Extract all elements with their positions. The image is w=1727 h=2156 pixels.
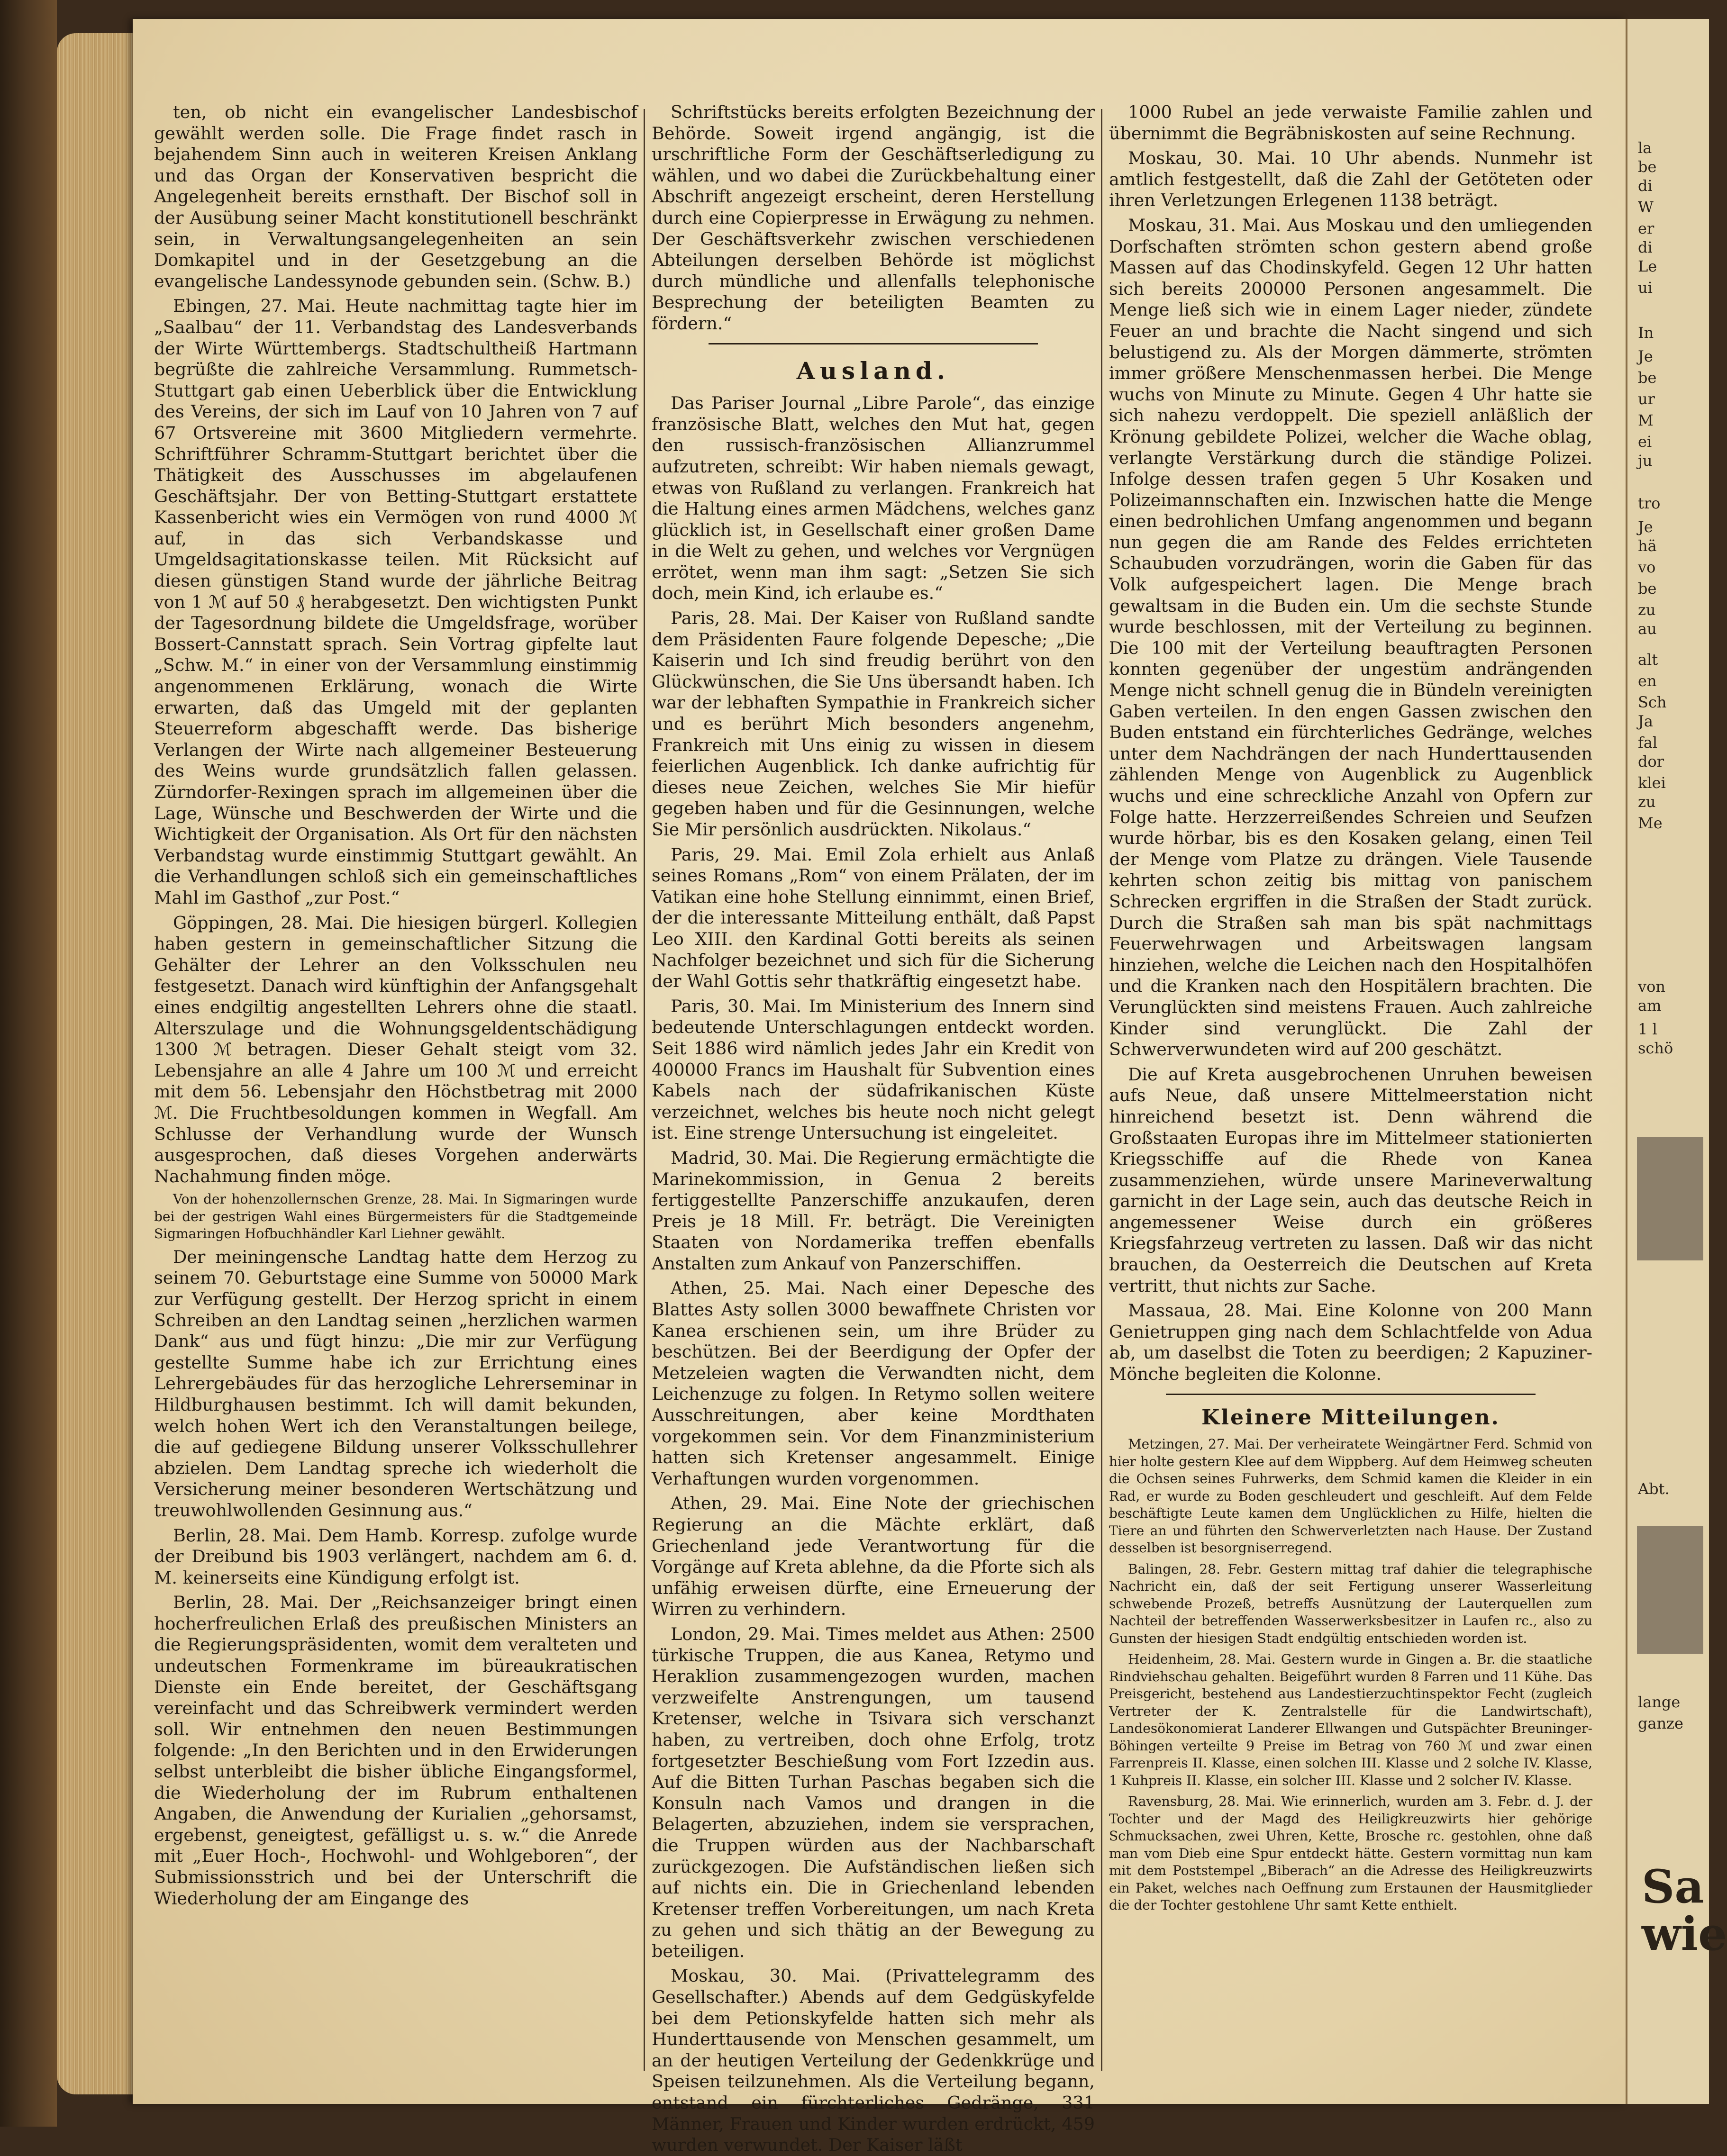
right-page-text-fragment: hä	[1638, 537, 1657, 555]
column-2	[652, 102, 1095, 2156]
article-paragraph: Schriftstücks bereits erfolgten Bezeichnung der Behörde. Soweit irgend angängig, ist die urschriftliche Form der Geschäftserledigung zu wählen, und wo dabei die Zurückbehaltung einer Abschrift angezeigt erscheint, deren Herstellung durch eine Copierpresse in Erwägung zu nehmen. Der Geschäftsverkehr zwischen verschiedenen Abteilungen derselben Behörde ist möglichst durch mündliche und allenfalls telephonische Besprechung der beteiligten Beamten zu fördern.“	[652, 102, 1095, 334]
right-page-text-fragment: tro	[1638, 494, 1661, 512]
article-paragraph: Paris, 30. Mai. Im Ministerium des Innern sind bedeutende Unterschlagungen entdeckt worden. Seit 1886 wird nämlich jedes Jahr ein Kredit von 400000 Francs im Haushalt für Subvention eines Kabels nach der südafrikanischen Küste verzeichnet, welches bis heute noch nicht gelegt ist. Eine strenge Untersuchung ist eingeleitet.	[652, 996, 1095, 1143]
adjacent-page-fragment	[1626, 19, 1727, 2104]
right-page-text-fragment: er	[1638, 219, 1654, 237]
article-paragraph: Der meiningensche Landtag hatte dem Herzog zu seinem 70. Geburtstage eine Summe von 50000 Mark zur Verfügung gestellt. Der Herzog spricht in einem Schreiben an den Landtag seinen „herzlichen warmen Dank“ aus und fügt hinzu: „Die mir zur Verfügung gestellte Summe habe ich zur Errichtung eines Lehrergebäudes für das herzogliche Lehrerseminar in Hildburghausen bestimmt. Ich will damit bekunden, welch hohen Wert ich den Veranstaltungen beilege, die auf gediegene Bildung unserer Volksschullehrer abzielen. Dem Landtag spreche ich wiederholt die Versicherung meiner besonderen Wertschätzung und treuwohlwollenden Gesinnung aus.“	[154, 1246, 637, 1521]
right-page-text-fragment: klei	[1638, 774, 1666, 792]
right-page-text-fragment: zu	[1638, 793, 1656, 811]
page-edges	[57, 33, 137, 2094]
article-paragraph: Balingen, 28. Febr. Gestern mittag traf dahier die telegraphische Nachricht ein, daß der seit Fertigung unserer Wasserleitung schwebende Prozeß, betreffs Ausnützung der Lauterquellen zum Nachteil der betreffenden Wasserwerksbesitzer in Laufen rc., also zu Gunsten der hiesigen Stadt endgültig entschieden worden ist.	[1109, 1561, 1592, 1646]
article-paragraph: Athen, 25. Mai. Nach einer Depesche des Blattes Asty sollen 3000 bewaffnete Christen vor Kanea erschienen sein, um ihre Brüder zu beschützen. Bei der Beerdigung der Opfer der Metzeleien wagten die Verwandten nicht, dem Leichenzuge zu folgen. In Retymo sollen weitere Ausschreitungen, aber keine Mordthaten vorgekommen sein. Vor dem Finanzministerium hatten sich Kretenser angesammelt. Einige Verhaftungen wurden vorgenommen.	[652, 1278, 1095, 1489]
right-page-text-fragment: Le	[1638, 257, 1657, 275]
article-paragraph: Die auf Kreta ausgebrochenen Unruhen beweisen aufs Neue, daß unsere Mittelmeerstation nicht hinreichend besetzt ist. Denn während die Großstaaten Europas ihre im Mittelmeer stationierten Kriegsschiffe auf die Rhede von Kanea zusammenziehen, würde unsere Marineverwaltung garnicht in der Lage sein, auch das deutsche Reich in angemessener Weise durch ein größeres Kriegsfahrzeug vertreten zu lassen. Daß wir das nicht brauchen, da Oesterreich die Deutschen auf Kreta vertritt, thut nichts zur Sache.	[1109, 1064, 1592, 1296]
article-paragraph: Paris, 29. Mai. Emil Zola erhielt aus Anlaß seines Romans „Rom“ von einem Prälaten, der im Vatikan eine hohe Stellung einnimmt, einen Brief, der die interessante Mitteilung enthält, daß Papst Leo XIII. den Kardinal Gotti bereits als seinen Nachfolger bezeichnet und sich für die Sicherung der Wahl Gottis sehr thatkräftig eingesetzt habe.	[652, 844, 1095, 992]
right-page-text-fragment: en	[1638, 672, 1657, 690]
article-paragraph: Göppingen, 28. Mai. Die hiesigen bürgerl. Kollegien haben gestern in gemeinschaftlicher Sitzung die Gehälter der Lehrer an den Volksschulen neu festgesetzt. Danach wird künftighin der Anfangsgehalt eines endgiltig angestellten Lehrers ohne die staatl. Alterszulage und die Wohnungsgeldentschädigung 1300 ℳ betragen. Dieser Gehalt steigt vom 32. Lebensjahre an alle 4 Jahre um 100 ℳ und erreicht mit dem 56. Lebensjahr den Höchstbetrag mit 2000 ℳ. Die Fruchtbesoldungen kommen in Wegfall. Am Schlusse der Verhandlung wurde der Wunsch ausgesprochen, daß dieses Vorgehen anderwärts Nachahmung finden möge.	[154, 912, 637, 1187]
book-binding	[0, 0, 57, 2127]
article-paragraph: Moskau, 30. Mai. 10 Uhr abends. Nunmehr ist amtlich festgestellt, daß die Zahl der Getöteten oder ihren Verletzungen Erlegenen 1138 beträgt.	[1109, 148, 1592, 211]
right-page-text-fragment: ju	[1638, 452, 1653, 470]
engraving-image	[1637, 1137, 1703, 1260]
column-3	[1109, 102, 1592, 2073]
right-page-text-fragment: dor	[1638, 752, 1664, 770]
right-page-text-fragment: Sch	[1638, 693, 1667, 711]
engraving-image	[1637, 1526, 1703, 1654]
right-page-text-fragment: ur	[1638, 390, 1655, 408]
column-1	[154, 102, 637, 2073]
right-page-text-fragment: Sa	[1642, 1860, 1704, 1913]
article-paragraph: Athen, 29. Mai. Eine Note der griechischen Regierung an die Mächte erklärt, daß Griechenland jede Verantwortung für die Vorgänge auf Kreta ablehne, da die Pforte sich als unfähig erweisen dürfte, eine Erneuerung der Wirren zu verhindern.	[652, 1493, 1095, 1620]
right-page-text-fragment: von	[1638, 978, 1665, 996]
right-page-text-fragment: Je	[1638, 347, 1653, 365]
right-page-text-fragment: Abt.	[1638, 1480, 1670, 1498]
right-page-text-fragment: W	[1638, 198, 1654, 216]
article-paragraph: Das Pariser Journal „Libre Parole“, das einzige französische Blatt, welches den Mut hat, gegen den russisch-französischen Allianzrummel aufzutreten, schreibt: Wir haben niemals gewagt, etwas von Rußland zu verlangen. Frankreich hat die Haltung eines armen Mädchens, welches ganz glücklich ist, in Gesellschaft einer großen Dame in die Welt zu gehen, und welches vor Vergnügen errötet, wenn man ihm sagt: „Setzen Sie sich doch, mein Kind, ich erlaube es.“	[652, 393, 1095, 604]
right-page-text-fragment: Ja	[1638, 712, 1653, 730]
article-paragraph: Ravensburg, 28. Mai. Wie erinnerlich, wurden am 3. Febr. d. J. der Tochter und der Magd des Heiligkreuzwirts hier gehörige Schmucksachen, zwei Uhren, Kette, Brosche rc. gestohlen, ohne daß man vom Dieb eine Spur entdeckt hätte. Gestern vormittag nun kam mit dem Poststempel „Biberach“ an die Adresse des Heiligkreuzwirts ein Paket, welches nach Oeffnung zum Erstaunen der Hausmitglieder die der Tochter gestohlene Uhr samt Kette enthielt.	[1109, 1794, 1592, 1913]
right-page-text-fragment: ui	[1638, 279, 1653, 297]
right-page-text-fragment: 1 l	[1638, 1020, 1657, 1038]
article-paragraph: Ebingen, 27. Mai. Heute nachmittag tagte hier im „Saalbau“ der 11. Verbandstag des Landesverbands der Wirte Württembergs. Stadtschultheiß Hartmann begrüßte die zahlreiche Versammlung. Rummetsch-Stuttgart gab einen Ueberblick über die Entwicklung des Vereins, der sich im Lauf von 10 Jahren von 7 auf 67 Ortsvereine mit 3600 Mitgliedern vermehrte. Schriftführer Schramm-Stuttgart berichtet über die Thätigkeit des Ausschusses im abgelaufenen Geschäftsjahr. Der von Betting-Stuttgart erstattete Kassenbericht wies ein Vermögen von rund 4000 ℳ auf, in das sich Verbandskasse und Umgeldsagitationskasse teilen. Mit Rücksicht auf diesen günstigen Stand wurde der jährliche Beitrag von 1 ℳ auf 50 ₰ herabgesetzt. Den wichtigsten Punkt der Tagesordnung bildete die Umgeldsfrage, worüber Bossert-Cannstatt sprach. Sein Vortrag gipfelte laut „Schw. M.“ in einer von der Versammlung einstimmig angenommenen Erklärung, wonach die Wirte erwarten, daß das Umgeld mit der geplanten Steuerreform abgeschafft werde. Das bisherige Verlangen der Wirte nach allgemeiner Besteuerung des Weins wurde grundsätzlich fallen gelassen. Zürndorfer-Rexingen sprach im allgemeinen über die Lage, Wünsche und Beschwerden der Wirte und die Wichtigkeit der Organisation. Als Ort für den nächsten Verbandstag wurde einstimmig Stuttgart gewählt. An die Verhandlungen schloß sich ein gemeinschaftliches Mahl im Gasthof „zur Post.“	[154, 296, 637, 908]
right-page-text-fragment: ei	[1638, 433, 1652, 451]
right-page-text-fragment: zu	[1638, 601, 1656, 619]
article-paragraph: Metzingen, 27. Mai. Der verheiratete Weingärtner Ferd. Schmid von hier holte gestern Klee auf dem Wippberg. Auf dem Heimweg scheuten die Ochsen seines Fuhrwerks, dem Schmid kamen die Kleider in ein Rad, er wurde zu Boden geschleudert und geschleift. Auf dem Felde beschäftigte Leute kamen dem Unglücklichen zu Hilfe, hielten die Tiere an und führten den Schwerverletzten nach Hause. Der Zustand desselben ist besorgniserregend.	[1109, 1436, 1592, 1556]
article-paragraph: Berlin, 28. Mai. Der „Reichsanzeiger bringt einen hocherfreulichen Erlaß des preußischen Ministers an die Regierungspräsidenten, womit dem veralteten und undeutschen Formenkrame im büreaukratischen Dienste ein Ende bereitet, der Geschäftsgang vereinfacht und das Schreibwerk vermindert werden soll. Wir entnehmen den neuen Bestimmungen folgende: „In den Berichten und in den Erwiderungen selbst unterbleibt die bisher übliche Eingangsformel, die Wiederholung der im Rubrum enthaltenen Angaben, die Anwendung der Kurialien „gehorsamst, ergebenst, geneigtest, gefälligst u. s. w.“ die Anrede mit „Euer Hoch-, Hochwohl- und Wohlgeboren“, der Submissionsstrich und bei der Unterschrift die Wiederholung der am Eingange des	[154, 1592, 637, 1909]
article-paragraph: Von der hohenzollernschen Grenze, 28. Mai. In Sigmaringen wurde bei der gestrigen Wahl eines Bürgermeisters für die Stadtgemeinde Sigmaringen Hofbuchhändler Karl Liehner gewählt.	[154, 1191, 637, 1242]
column-rule	[1101, 109, 1102, 2071]
article-paragraph: Moskau, 31. Mai. Aus Moskau und den umliegenden Dorfschaften strömten schon gestern abend große Massen auf das Chodinskyfeld. Gegen 12 Uhr hatten sich bereits 200000 Personen angesammelt. Die Menge ließ sich wie in einem Lager nieder, zündete Feuer an und brachte die Nacht singend und sich belustigend zu. Als der Morgen dämmerte, strömten immer größere Menschenmassen herbei. Die Menge wuchs von Minute zu Minute. Gegen 4 Uhr hatte sie sich nahezu verdoppelt. Die speziell anläßlich der Krönung gebildete Polizei, welcher die Wache oblag, verlangte Verstärkung durch die ständige Polizei. Infolge dessen trafen gegen 5 Uhr Kosaken und Polizeimannschaften ein. Inzwischen hatte die Menge einen bedrohlichen Umfang angenommen und begann nun gegen die am Rande des Feldes errichteten Schaubuden vorzudrängen, worin die Gaben für das Volk aufgespeichert lagen. Die Menge brach gewaltsam in die Buden ein. Um die sechste Stunde wurde beschlossen, mit der Verteilung zu beginnen. Die 100 mit der Verteilung beauftragten Personen konnten gegenüber der ungestüm andrängenden Menge nicht schnell genug die in Bündeln vereinigten Gaben verteilen. In den engen Gassen zwischen den Buden entstand ein fürchterliches Gedränge, welches unter dem Nachdrängen der nach Hunderttausenden zählenden Menge von Augenblick zu Augenblick wuchs und eine schreckliche Anzahl von Opfern zur Folge hatte. Herzzerreißendes Schreien und Seufzen wurde hörbar, bis es den Kosaken gelang, einen Teil der Menge vom Platze zu drängen. Viele Tausende kehrten schon zeitig bis mittag von panischem Schrecken ergriffen in die Straßen der Stadt zurück. Durch die Straßen sah man bis spät nachmittags Feuerwehrwagen und Arbeitswagen langsam hinziehen, welche die Leichen nach den Hospitalhöfen und die Kranken nach den Hospitälern brachten. Die Verunglückten sind meistens Frauen. Auch zahlreiche Kinder sind verunglückt. Die Zahl der Schwerverwundeten wird auf 200 geschätzt.	[1109, 215, 1592, 1060]
right-page-text-fragment: In	[1638, 324, 1654, 342]
right-page-text-fragment: lange	[1638, 1693, 1681, 1711]
article-paragraph: Madrid, 30. Mai. Die Regierung ermächtigte die Marinekommission, in Genua 2 bereits fertiggestellte Panzerschiffe anzukaufen, deren Preis je 18 Mill. Fr. beträgt. Die Vereinigten Staaten von Nordamerika treffen ebenfalls Anstalten zum Ankauf von Panzerschiffen.	[652, 1147, 1095, 1274]
section-divider	[1166, 1394, 1536, 1395]
article-paragraph: Paris, 28. Mai. Der Kaiser von Rußland sandte dem Präsidenten Faure folgende Depesche; „Die Kaiserin und Ich sind freudig berührt von den Glückwünschen, die Sie Uns übersandt haben. Ich war der lebhaften Sympathie in Frankreich sicher und es berührt Mich besonders angenehm, Frankreich mit Uns einig zu wissen in diesem feierlichen Augenblick. Ich danke aufrichtig für dieses neue Zeichen, welches Sie Mir hiefür gegeben haben und für die Gesinnungen, welche Sie Mir persönlich ausdrückten. Nikolaus.“	[652, 608, 1095, 840]
right-page-text-fragment: be	[1638, 369, 1657, 387]
right-page-text-fragment: schö	[1638, 1039, 1673, 1057]
right-page-text-fragment: Me	[1638, 814, 1663, 832]
article-paragraph: Berlin, 28. Mai. Dem Hamb. Korresp. zufolge wurde der Dreibund bis 1903 verlängert, nachdem am 6. d. M. keinerseits eine Kündigung erfolgt ist.	[154, 1525, 637, 1588]
right-page-text-fragment: fal	[1638, 734, 1658, 752]
article-paragraph: 1000 Rubel an jede verwaiste Familie zahlen und übernimmt die Begräbniskosten auf seine Rechnung.	[1109, 102, 1592, 144]
article-paragraph: ten, ob nicht ein evangelischer Landesbischof gewählt werden solle. Die Frage findet rasch in bejahendem Sinn auch in weiteren Kreisen Anklang und das Organ der Konservativen bespricht die Angelegenheit bereits ernsthaft. Der Bischof soll in der Ausübung seiner Macht konstitutionell beschränkt sein, in Verwaltungsangelegenheiten an sein Domkapitel und in der Gesetzgebung an die evangelische Landessynode gebunden sein. (Schw. B.)	[154, 102, 637, 291]
right-page-text-fragment: ganze	[1638, 1714, 1683, 1732]
right-page-text-fragment: alt	[1638, 651, 1658, 669]
right-page-text-fragment: au	[1638, 620, 1657, 638]
right-page-text-fragment: be	[1638, 158, 1657, 176]
article-paragraph: Massaua, 28. Mai. Eine Kolonne von 200 Mann Genietruppen ging nach dem Schlachtfelde von Adua ab, um daselbst die Toten zu beerdigen; 2 Kapuziner-Mönche begleiten die Kolonne.	[1109, 1300, 1592, 1385]
right-page-text-fragment: am	[1638, 996, 1662, 1015]
right-page-text-fragment: M	[1638, 411, 1654, 429]
right-page-text-fragment: be	[1638, 580, 1657, 598]
section-heading: Kleinere Mitteilungen.	[1201, 1405, 1500, 1430]
article-paragraph: Heidenheim, 28. Mai. Gestern wurde in Gingen a. Br. die staatliche Rindviehschau gehalten. Beigeführt wurden 8 Farren und 11 Kühe. Das Preisgericht, bestehend aus Landestierzuchtinspektor Fecht (zugleich Vertreter der K. Zentralstelle für die Landwirtschaft), Landesökonomierat Landerer Ellwangen und Gutspächter Breuninger-Böhingen verteilte 9 Preise im Betrag von 760 ℳ und zwar einen Farrenpreis II. Klasse, einen solchen III. Klasse und 2 solche IV. Klasse, 1 Kuhpreis II. Klasse, ein solcher III. Klasse und 2 solcher IV. Klasse.	[1109, 1651, 1592, 1788]
right-page-text-fragment: la	[1638, 139, 1652, 157]
right-page-text-fragment: di	[1638, 177, 1653, 195]
article-paragraph: London, 29. Mai. Times meldet aus Athen: 2500 türkische Truppen, die aus Kanea, Retymo und Heraklion zusammengezogen wurden, machen verzweifelte Anstrengungen, um tausend Kretenser, welche in Tsivara sich verschanzt haben, zu vertreiben, doch ohne Erfolg, trotz fortgesetzter Beschießung vom Fort Izzedin aus. Auf die Bitten Turhan Paschas begaben sich die Konsuln nach Vamos und drangen in die Belagerten, abzuziehen, indem sie versprachen, die Truppen würden aus der Nachbarschaft zurückgezogen. Die Aufständischen ließen sich auf nichts ein. Die in Griechenland lebenden Kretenser treffen Vorbereitungen, um nach Kreta zu gehen und sich thätig an der Bewegung zu beteiligen.	[652, 1623, 1095, 1961]
right-page-text-fragment: vo	[1638, 558, 1656, 576]
section-heading: Ausland.	[796, 356, 950, 385]
right-page-text-fragment: di	[1638, 238, 1653, 256]
column-rule	[644, 109, 645, 2071]
section-divider	[709, 343, 1038, 344]
article-paragraph: Moskau, 30. Mai. (Privattelegramm des Gesellschafter.) Abends auf dem Gedgüskyfelde bei dem Petionskyfelde hatten sich mehr als Hunderttausende von Menschen gesammelt, um an der heutigen Verteilung der Gedenkkrüge und Speisen teilzunehmen. Als die Verteilung begann, entstand ein fürchterliches Gedränge, 331 Männer, Frauen und Kinder wurden erdrückt, 459 wurden verwundet. Der Kaiser läßt	[652, 1966, 1095, 2156]
right-page-text-fragment: Je	[1638, 518, 1653, 536]
right-page-text-fragment: wie	[1642, 1907, 1727, 1961]
